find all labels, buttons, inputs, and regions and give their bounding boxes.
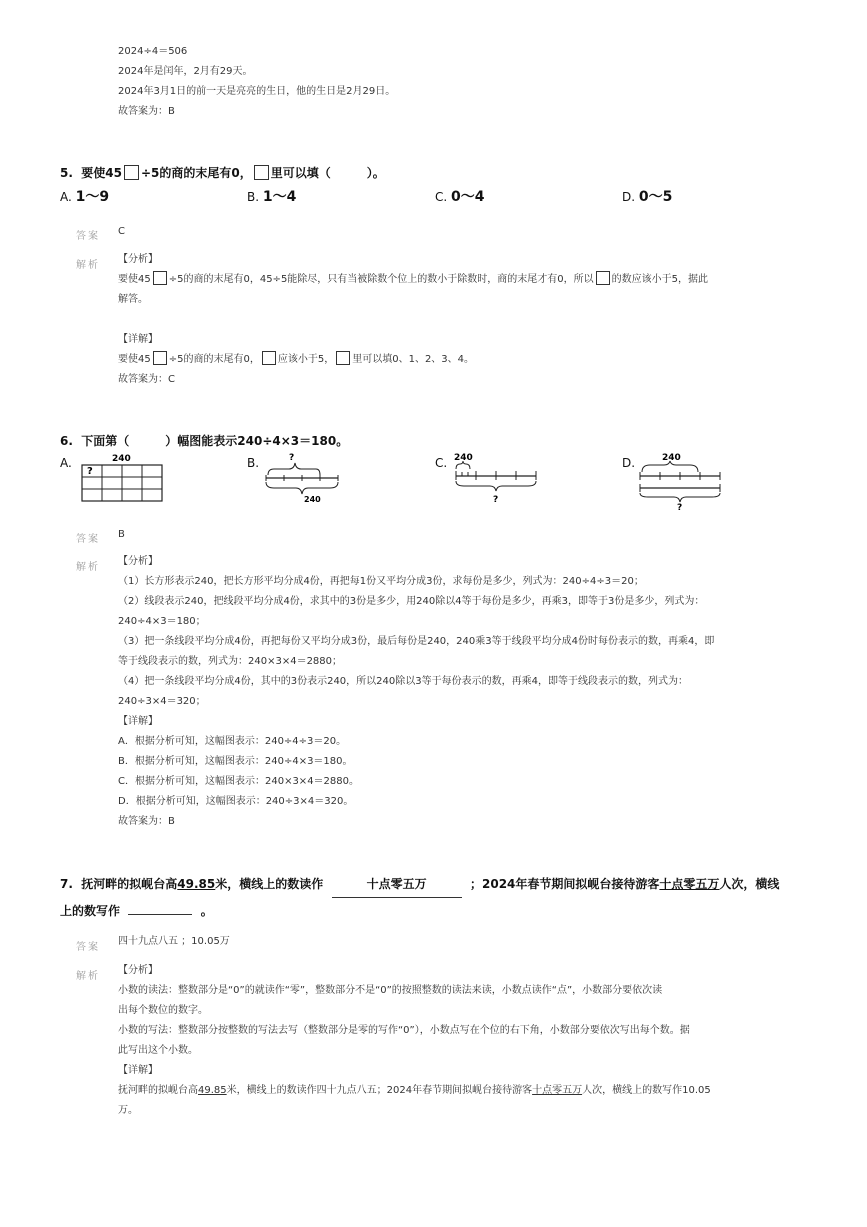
figure-d-segment — [636, 450, 726, 512]
fenxi-line: （1）长方形表示240，把长方形平均分成4份，再把每1份又平均分成3份，求每份是多少，列式为：240÷4÷3＝20； — [118, 576, 644, 587]
option-letter: D. — [622, 190, 636, 204]
conclusion: 故答案为：C — [118, 374, 175, 385]
figure-label-240: 240 — [662, 453, 681, 463]
option-letter: C. — [435, 190, 448, 204]
text-part: 上的数写作 — [60, 904, 121, 918]
fenxi-line: 解答。 — [118, 294, 148, 305]
blank-box — [124, 165, 139, 180]
xiangjie-line — [118, 350, 808, 370]
text-part: 人次，横线上的数写作10.05 — [582, 1085, 711, 1096]
figure-question-mark: ? — [493, 495, 499, 505]
xiangjie-line: 万。 — [118, 1105, 138, 1116]
q7-answer: 四十九点八五 ；10.05万 — [118, 936, 230, 947]
option-text: 0～4 — [451, 189, 485, 205]
fenxi-title: 【分析】 — [118, 254, 158, 265]
q6-stem-text: 下面第（ ）幅图能表示240÷4×3＝180。 — [81, 434, 349, 448]
fenxi-line: 等于线段表示的数，列式为：240×3×4＝2880； — [118, 656, 343, 667]
q6-option-c-letter: C. — [435, 456, 448, 470]
q5-option-d — [622, 186, 672, 206]
q6-answer: B — [118, 529, 125, 540]
q7-number: 7. — [60, 877, 73, 891]
fenxi-line: 此写出这个小数。 — [118, 1045, 198, 1056]
text-part: 米，横线上的数读作四十九点八五；2024年春节期间拟岘台接待游客 — [226, 1085, 533, 1096]
analysis-label: 解析 — [76, 260, 100, 271]
text-part: ÷5的商的末尾有0， — [168, 354, 260, 365]
prev-line-3: 2024年3月1日的前一天是亮亮的生日，他的生日是2月29日。 — [118, 86, 396, 97]
figure-label-240: 240 — [112, 454, 131, 464]
figure-label-240: 240 — [304, 495, 321, 504]
option-letter: A. — [60, 190, 72, 204]
q5-answer: C — [118, 226, 125, 237]
q6-analysis — [118, 552, 818, 832]
fenxi-line: 240÷4×3＝180； — [118, 616, 206, 627]
option-text: 1～9 — [75, 189, 110, 205]
q5-analysis — [118, 250, 808, 390]
underlined-number: 十点零五万 — [532, 1085, 583, 1096]
figure-b-segment — [262, 450, 342, 505]
xiangjie-line — [118, 1081, 818, 1101]
blank-box — [153, 351, 167, 365]
q5-number: 5. — [60, 166, 73, 180]
text-part: 应该小于5， — [277, 354, 335, 365]
fenxi-line: （4）把一条线段平均分成4份，其中的3份表示240，所以240除以3等于每份表示的数，再乘4，即等于线段表示的数，列式为： — [118, 676, 688, 687]
option-text: 0～5 — [638, 189, 673, 205]
text-part: 要使45 — [118, 274, 151, 285]
q6-stem — [60, 432, 348, 449]
figure-c-segment — [452, 450, 542, 505]
fill-blank: 十点零五万 — [332, 871, 462, 898]
fenxi-line — [118, 270, 808, 290]
option-letter: B. — [247, 190, 260, 204]
blank-box — [596, 271, 610, 285]
fenxi-line: （2）线段表示240，把线段平均分成4份，求其中的3份是多少，用240除以4等于每份是多少，再乘3，即等于3份是多少，列式为： — [118, 596, 705, 607]
prev-line-2: 2024年是闰年，2月有29天。 — [118, 66, 253, 77]
text-part: 里可以填0、1、2、3、4。 — [352, 354, 475, 365]
q5-option-c — [435, 186, 485, 206]
xiangjie-title: 【详解】 — [118, 334, 158, 345]
underlined-number: 十点零五万 — [659, 877, 720, 891]
figure-question-mark: ? — [677, 503, 683, 512]
figure-question-mark: ? — [289, 453, 295, 463]
q6-option-d-letter: D. — [622, 456, 636, 470]
fill-blank-empty — [128, 900, 192, 915]
xiangjie-title: 【详解】 — [118, 1065, 158, 1076]
q6-number: 6. — [60, 434, 73, 448]
answer-label: 答案 — [76, 942, 100, 953]
blank-box — [254, 165, 269, 180]
q6-option-b-letter: B. — [247, 456, 260, 470]
xiangjie-line: A．根据分析可知，这幅图表示：240÷4÷3＝20。 — [118, 736, 347, 747]
figure-a-grid — [78, 450, 168, 505]
q5-option-b — [247, 186, 296, 206]
text-part: 。 — [200, 904, 213, 918]
underlined-number: 49.85 — [177, 877, 216, 891]
fenxi-line: （3）把一条线段平均分成4份，再把每份又平均分成3份，最后每份是240，240乘3等于线段平均分成4份时每份表示的数，再乘4，即 — [118, 636, 715, 647]
xiangjie-line: B．根据分析可知，这幅图表示：240÷4×3＝180。 — [118, 756, 353, 767]
q5-stem-part: 要使45 — [81, 166, 122, 180]
analysis-label: 解析 — [76, 562, 100, 573]
text-part: 抚河畔的拟岘台高 — [81, 877, 178, 891]
option-text: 1～4 — [262, 189, 297, 205]
figure-label-240: 240 — [454, 453, 473, 463]
blank-box — [262, 351, 276, 365]
conclusion: 故答案为：B — [118, 816, 175, 827]
text-part: 抚河畔的拟岘台高 — [118, 1085, 198, 1096]
blank-box — [153, 271, 167, 285]
text-part: ÷5的商的末尾有0，45÷5能除尽，只有当被除数个位上的数小于除数时，商的末尾才有0，所以 — [168, 274, 594, 285]
q7-analysis — [118, 961, 818, 1121]
xiangjie-line: D．根据分析可知，这幅图表示：240÷3×4＝320。 — [118, 796, 354, 807]
blank-box — [336, 351, 350, 365]
q7-stem — [60, 871, 820, 924]
prev-line-4: 故答案为：B — [118, 106, 175, 117]
answer-label: 答案 — [76, 534, 100, 545]
q5-stem-part: 里可以填（ ）。 — [270, 166, 385, 180]
fenxi-title: 【分析】 — [118, 965, 158, 976]
figure-question-mark: ? — [87, 466, 93, 477]
q5-stem — [60, 164, 385, 181]
underlined-number: 49.85 — [198, 1085, 227, 1096]
text-part: 人次，横线 — [719, 877, 780, 891]
xiangjie-title: 【详解】 — [118, 716, 158, 727]
xiangjie-line: C．根据分析可知，这幅图表示：240×3×4＝2880。 — [118, 776, 360, 787]
fenxi-title: 【分析】 — [118, 556, 158, 567]
text-part: 的数应该小于5，据此 — [611, 274, 709, 285]
fenxi-line: 出每个数位的数字。 — [118, 1005, 208, 1016]
prev-line-1: 2024÷4＝506 — [118, 46, 188, 57]
prev-solution — [118, 42, 395, 122]
q5-stem-part: ÷5的商的末尾有0， — [140, 166, 252, 180]
fenxi-line: 240÷3×4＝320； — [118, 696, 206, 707]
text-part: ；2024年春节期间拟岘台接待游客 — [470, 877, 660, 891]
q6-option-a-letter: A. — [60, 456, 72, 470]
fenxi-line: 小数的写法：整数部分按整数的写法去写（整数部分是零的写作“0”），小数点写在个位的右下角，小数部分要依次写出每个数。据 — [118, 1025, 690, 1036]
text-part: 要使45 — [118, 354, 151, 365]
q5-option-a — [60, 186, 109, 206]
text-part: 米，横线上的数读作 — [215, 877, 324, 891]
answer-label: 答案 — [76, 231, 100, 242]
analysis-label: 解析 — [76, 971, 100, 982]
fenxi-line: 小数的读法：整数部分是“0”的就读作“零”，整数部分不是“0”的按照整数的读法来读，小数点读作“点”，小数部分要依次读 — [118, 985, 663, 996]
